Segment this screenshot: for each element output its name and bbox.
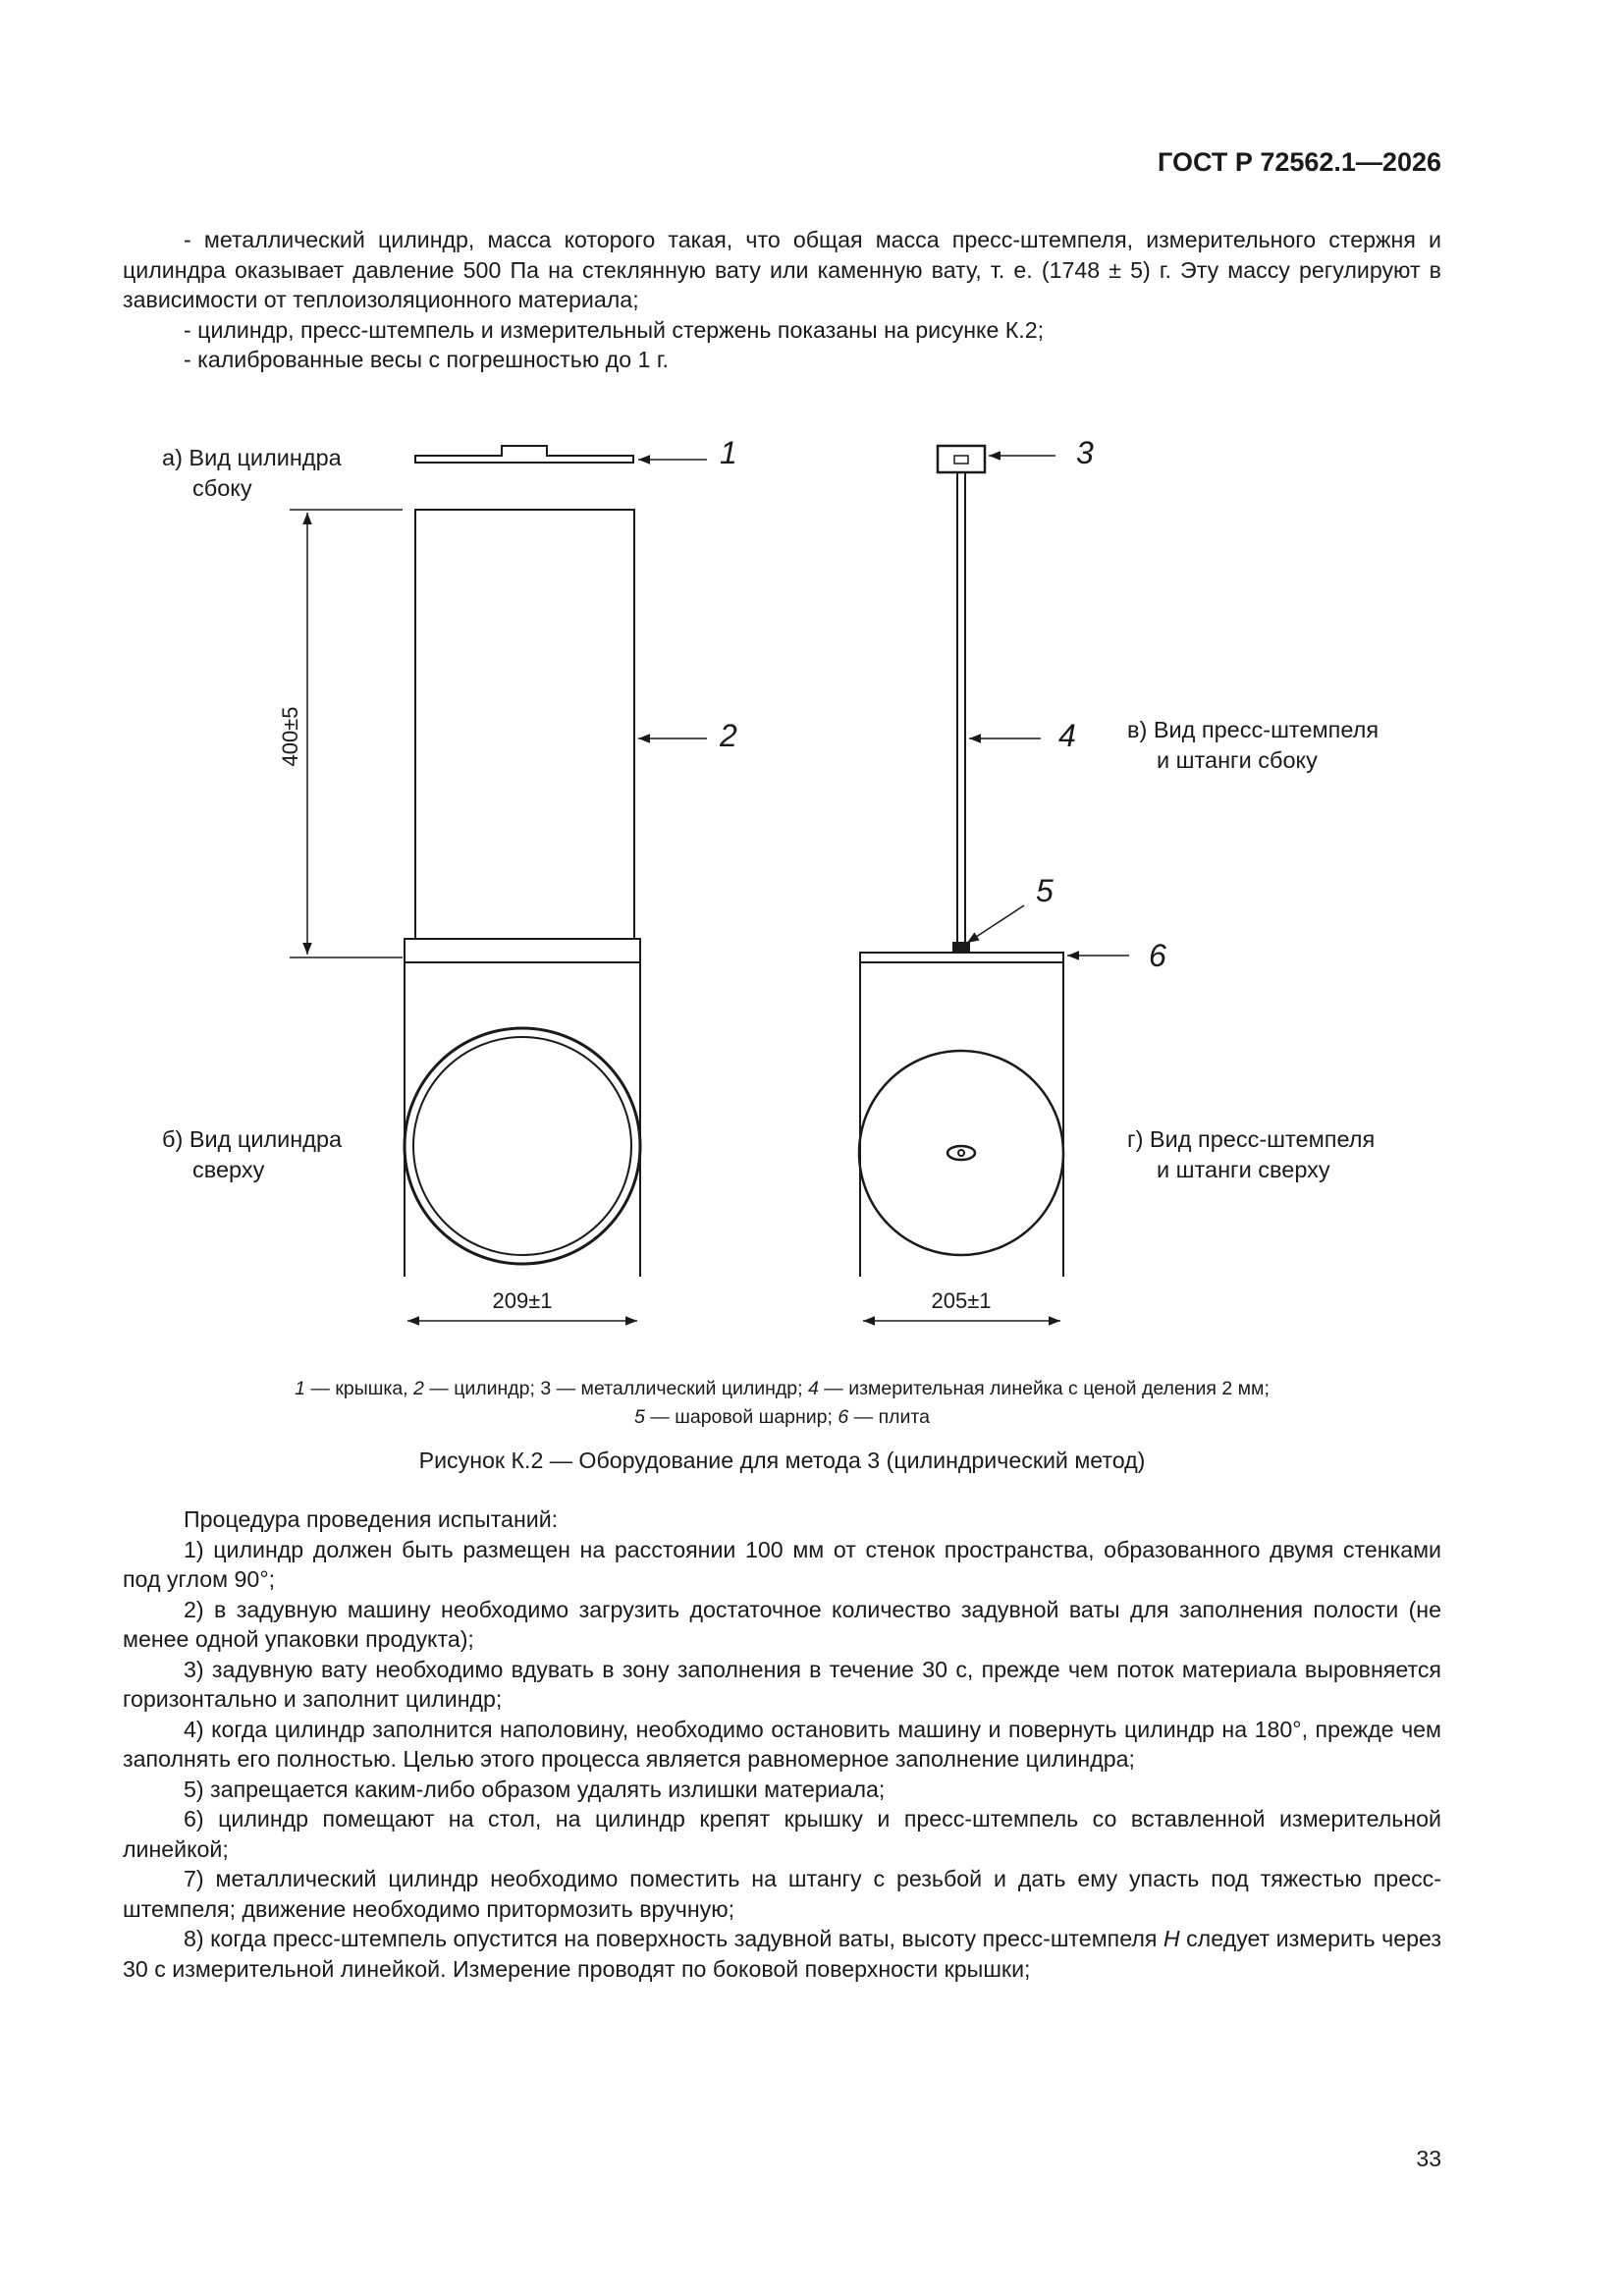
procedure-item: 6) цилиндр помещают на стол, на цилиндр крепят крышку и пресс-штемпель со вставленной измерительной линейкой; (123, 1806, 1441, 1862)
intro-item: - металлический цилиндр, масса которого такая, что общая масса пресс-штемпеля, измерительного стержня и цилиндра оказывает давление 500 Па на стеклянную вату или каменную вату, т. е. (1748 ± 5) г. Эту массу регулируют в зависимости от теплоизоляционного материала; (123, 227, 1441, 312)
lid-shape (415, 446, 633, 463)
dim-plate-label: 205±1 (931, 1288, 992, 1313)
equipment-figure (0, 412, 1623, 1424)
procedure-item: 7) металлический цилиндр необходимо поместить на штангу с резьбой и дать ему упасть под тяжестью пресс-штемпеля; движение необходимо притормозить вручную; (123, 1866, 1441, 1922)
page-number: 33 (1416, 2146, 1441, 2171)
view-b-label-2: сверху (192, 1157, 265, 1182)
callout-6: 6 (1149, 938, 1166, 973)
procedure-heading: Процедура проведения испытаний: (184, 1506, 559, 1532)
procedure-item: 1) цилиндр должен быть размещен на расстоянии 100 мм от стенок пространства, образованного двумя стенками под углом 90°; (123, 1536, 1441, 1592)
view-g-label-2: и штанги сверху (1157, 1157, 1330, 1182)
view-b-label-1: б) Вид цилиндра (162, 1126, 343, 1152)
cylinder-top-view-outer (405, 1028, 640, 1264)
view-a-label-2: сбоку (192, 475, 252, 501)
intro-item: - калиброванные весы с погрешностью до 1 г. (184, 347, 669, 372)
callout-1: 1 (720, 435, 737, 470)
callout-3: 3 (1076, 435, 1094, 470)
procedure-item: 8) когда пресс-штемпель опустится на поверхность задувной ваты, высоту пресс-штемпеля H следует измерить через 30 с измерительной линейкой. Измерение проводят по боковой поверхности крышки; (123, 1926, 1441, 1982)
ball-joint (953, 943, 969, 953)
view-v-label-1: в) Вид пресс-штемпеля (1127, 717, 1380, 742)
dim-diameter-label: 209±1 (492, 1288, 553, 1313)
figure-key-line: 5 — шаровой шарнир; 6 — плита (634, 1406, 930, 1428)
view-v-label-2: и штанги сбоку (1157, 747, 1318, 773)
figure-key (123, 1375, 1441, 1432)
procedure-item: 4) когда цилиндр заполнится наполовину, необходимо остановить машину и повернуть цилиндр на 180°, прежде чем заполнять его полностью. Целью этого процесса является равномерное заполнение цилиндра; (123, 1716, 1441, 1772)
procedure-item: 2) в задувную машину необходимо загрузить достаточное количество задувной ваты для заполнения полости (не менее одной упаковки продукта); (123, 1596, 1441, 1652)
metal-weight (938, 446, 985, 472)
plate (860, 953, 1063, 962)
leader-5 (967, 905, 1024, 943)
cylinder-top-view-inner (413, 1037, 631, 1255)
intro-section (123, 225, 1441, 375)
procedure-item: 3) задувную вату необходимо вдувать в зону заполнения в течение 30 с, прежде чем поток материала выровняется горизонтально и заполнит цилиндр; (123, 1656, 1441, 1712)
callout-2: 2 (720, 718, 737, 753)
cylinder-body (415, 510, 634, 939)
view-a-label-1: а) Вид цилиндра (162, 445, 342, 470)
callout-5: 5 (1036, 873, 1054, 908)
cylinder-base (405, 939, 640, 962)
intro-item: - цилиндр, пресс-штемпель и измерительный стержень показаны на рисунке К.2; (184, 316, 1045, 343)
view-g-label-1: г) Вид пресс-штемпеля (1127, 1126, 1376, 1152)
figure-key-line: 1 — крышка, 2 — цилиндр; 3 — металлический цилиндр; 4 — измерительная линейка с ценой деления 2 мм; (295, 1378, 1270, 1399)
plate-top-view (859, 1051, 1063, 1255)
procedure-section (123, 1504, 1441, 1984)
callout-4: 4 (1058, 718, 1076, 753)
figure-title: Рисунок К.2 — Оборудование для метода 3 (цилиндрический метод) (418, 1448, 1146, 1473)
dim-height-label: 400±5 (278, 706, 302, 767)
procedure-item: 5) запрещается каким-либо образом удалять излишки материала; (184, 1776, 886, 1802)
document-header: ГОСТ Р 72562.1—2026 (1158, 147, 1441, 177)
